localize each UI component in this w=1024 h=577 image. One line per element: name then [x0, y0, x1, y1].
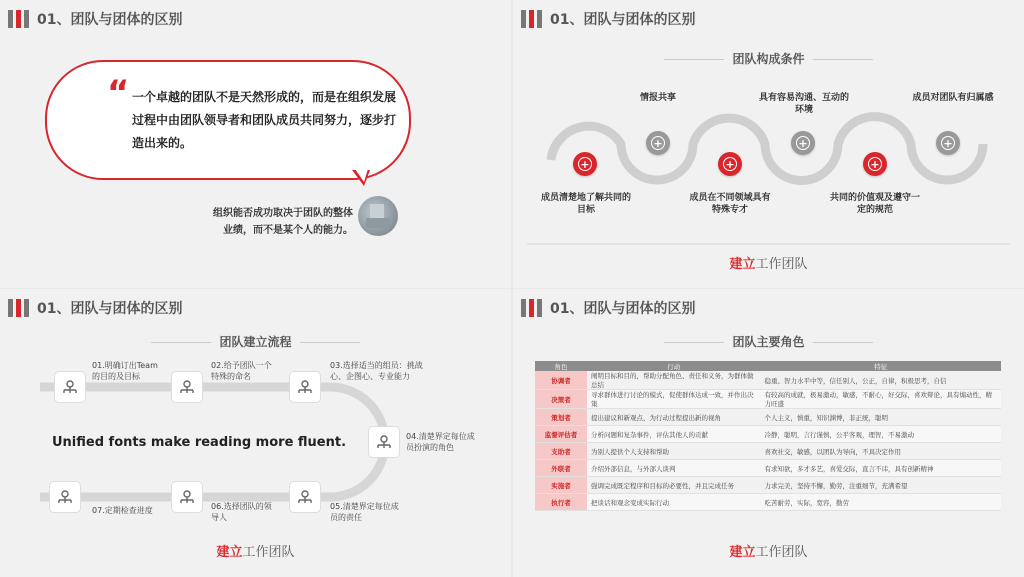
- expertise-icon: +: [718, 152, 742, 176]
- slogan-text: Unified fonts make reading more fluent.: [52, 435, 347, 450]
- slide-title: 01、团队与团体的区别: [37, 12, 183, 28]
- action-cell: 阐明目标和目的，帮助分配角色、责任和义务，为群体做总结: [587, 371, 760, 390]
- bubble-tail-inner: [355, 169, 368, 182]
- section-title: [513, 333, 1024, 350]
- feature-cell: 吃苦耐劳，实际，宽容，勤劳: [760, 494, 1001, 511]
- header-action: 行动: [587, 361, 760, 371]
- section-title-text: 团队主要角色: [732, 335, 805, 349]
- section-title-text: 团队构成条件: [732, 52, 805, 66]
- label-goal: 成员清楚地了解共同的目标: [541, 193, 632, 215]
- caption-text: 组织能否成功取决于团队的整体业绩，而不是某个人的能力。: [213, 208, 353, 236]
- label-belonging: 成员对团队有归属感: [912, 93, 994, 103]
- laptop-photo-icon: [358, 196, 398, 236]
- step-1: 01.明确订出Team的目的及目标: [92, 361, 158, 381]
- action-cell: 强调完成既定程序和目标的必要性，并且完成任务: [587, 477, 760, 494]
- footer-rest: 工作团队: [242, 545, 295, 560]
- table-row: [535, 443, 1001, 460]
- feature-cell: 有求知欲，多才多艺，喜爱交际，直言不讳，具有创新精神: [760, 460, 1001, 477]
- feature-cell: 冷静，聪明，言行谨慎，公平客观，理智，不易激动: [760, 426, 1001, 443]
- step2-node-icon: [172, 372, 202, 402]
- label-info-share: 情报共享: [639, 93, 676, 103]
- footer-text: [0, 541, 511, 560]
- step-3: 03.选择适当的组员：挑战心、企图心、专业能力: [330, 361, 423, 381]
- footer-strong: 建立: [216, 545, 243, 560]
- quote-mark-icon: “: [107, 73, 130, 113]
- slide-panel-2[interactable]: [513, 0, 1024, 288]
- feature-cell: 喜欢社交，敏感，以团队为导向，不具决定作用: [760, 443, 1001, 460]
- step7-node-icon: [50, 482, 80, 512]
- role-cell: 决策者: [535, 390, 587, 409]
- feature-cell: 个人主义，慎重，知识渊博，非正统，聪明: [760, 409, 1001, 426]
- role-cell: 支助者: [535, 443, 587, 460]
- step-7: 07.定期检查进度: [92, 506, 153, 515]
- feature-cell: 有较高的成就，极易激动，敏感，不耐心，好交际，喜欢辩论，具有煽动性，精力旺盛: [760, 390, 1001, 409]
- step5-node-icon: [290, 482, 320, 512]
- step-6: 06.选择团队的领导人: [211, 502, 272, 522]
- table-row: [535, 371, 1001, 390]
- table-row: [535, 390, 1001, 409]
- avatar: [358, 196, 398, 236]
- step3-node-icon: [290, 372, 320, 402]
- goal-icon: +: [573, 152, 597, 176]
- footer-rest: 工作团队: [755, 545, 808, 560]
- footer-strong: 建立: [729, 257, 756, 272]
- slide-panel-3[interactable]: [0, 289, 511, 577]
- feature-cell: 力求完美，坚持不懈，勤劳，注重细节，充满希望: [760, 477, 1001, 494]
- action-cell: 为别人提供个人支持和帮助: [587, 443, 760, 460]
- header-bars-icon: [521, 299, 542, 317]
- belonging-icon: +: [936, 131, 960, 155]
- values-icon: +: [863, 152, 887, 176]
- environment-icon: +: [791, 131, 815, 155]
- role-cell: 策划者: [535, 409, 587, 426]
- action-cell: 寻求群体进行讨论的模式，促使群体达成一致，并作出决策: [587, 390, 760, 409]
- action-cell: 分析问题和复杂事件，评估其他人的贡献: [587, 426, 760, 443]
- header-bars-icon: [8, 10, 29, 28]
- table-row: [535, 426, 1001, 443]
- quote-text: 一个卓越的团队不是天然形成的，而是在组织发展过程中由团队领导者和团队成员共同努力，逐步打造出来的。: [132, 90, 397, 150]
- role-cell: 执行者: [535, 494, 587, 511]
- label-expertise: 成员在不同领域具有特殊专才: [689, 193, 771, 215]
- footer-rest: 工作团队: [755, 257, 808, 272]
- step-4: 04.清楚界定每位成员扮演的角色: [406, 432, 475, 452]
- action-cell: 提出建议和新观点，为行动过程提出新的视角: [587, 409, 760, 426]
- slide-panel-1[interactable]: [0, 0, 511, 288]
- table-row: [535, 409, 1001, 426]
- slide-header: [521, 298, 695, 318]
- feature-cell: 稳重、智力水平中等，信任别人，公正，自律，积极思考，自信: [760, 371, 1001, 390]
- slide-title: 01、团队与团体的区别: [550, 12, 696, 28]
- footer-strong: 建立: [729, 545, 756, 560]
- role-cell: 外联者: [535, 460, 587, 477]
- section-title-text: 团队建立流程: [219, 335, 292, 349]
- slide-title: 01、团队与团体的区别: [550, 301, 696, 317]
- step1-node-icon: [55, 372, 85, 402]
- label-values: 共同的价值观及遵守一定的规范: [830, 193, 921, 215]
- step6-node-icon: [172, 482, 202, 512]
- step-2: 02.给予团队一个特殊的命名: [211, 361, 272, 381]
- roles-table: [535, 361, 1001, 511]
- table-header-row: [535, 361, 1001, 371]
- table-row: [535, 460, 1001, 477]
- table-row: [535, 477, 1001, 494]
- footer-text: [513, 541, 1024, 560]
- role-cell: 实施者: [535, 477, 587, 494]
- table-row: [535, 494, 1001, 511]
- action-cell: 介绍外部信息，与外部人谈判: [587, 460, 760, 477]
- info-share-icon: +: [646, 131, 670, 155]
- step-5: 05.清楚界定每位成员的责任: [330, 502, 399, 522]
- footer-text: [513, 253, 1024, 272]
- label-environment: 具有容易沟通、互动的环境: [758, 93, 849, 115]
- header-role: 角色: [535, 361, 587, 371]
- header-feature: 特征: [760, 361, 1001, 371]
- slide-title: 01、团队与团体的区别: [37, 301, 183, 317]
- action-cell: 把谈话和观念变成实际行动: [587, 494, 760, 511]
- slide-panel-4[interactable]: [513, 289, 1024, 577]
- slide-header: [8, 9, 182, 29]
- role-cell: 协调者: [535, 371, 587, 390]
- role-cell: 监督评估者: [535, 426, 587, 443]
- step4-node-icon: [369, 427, 399, 457]
